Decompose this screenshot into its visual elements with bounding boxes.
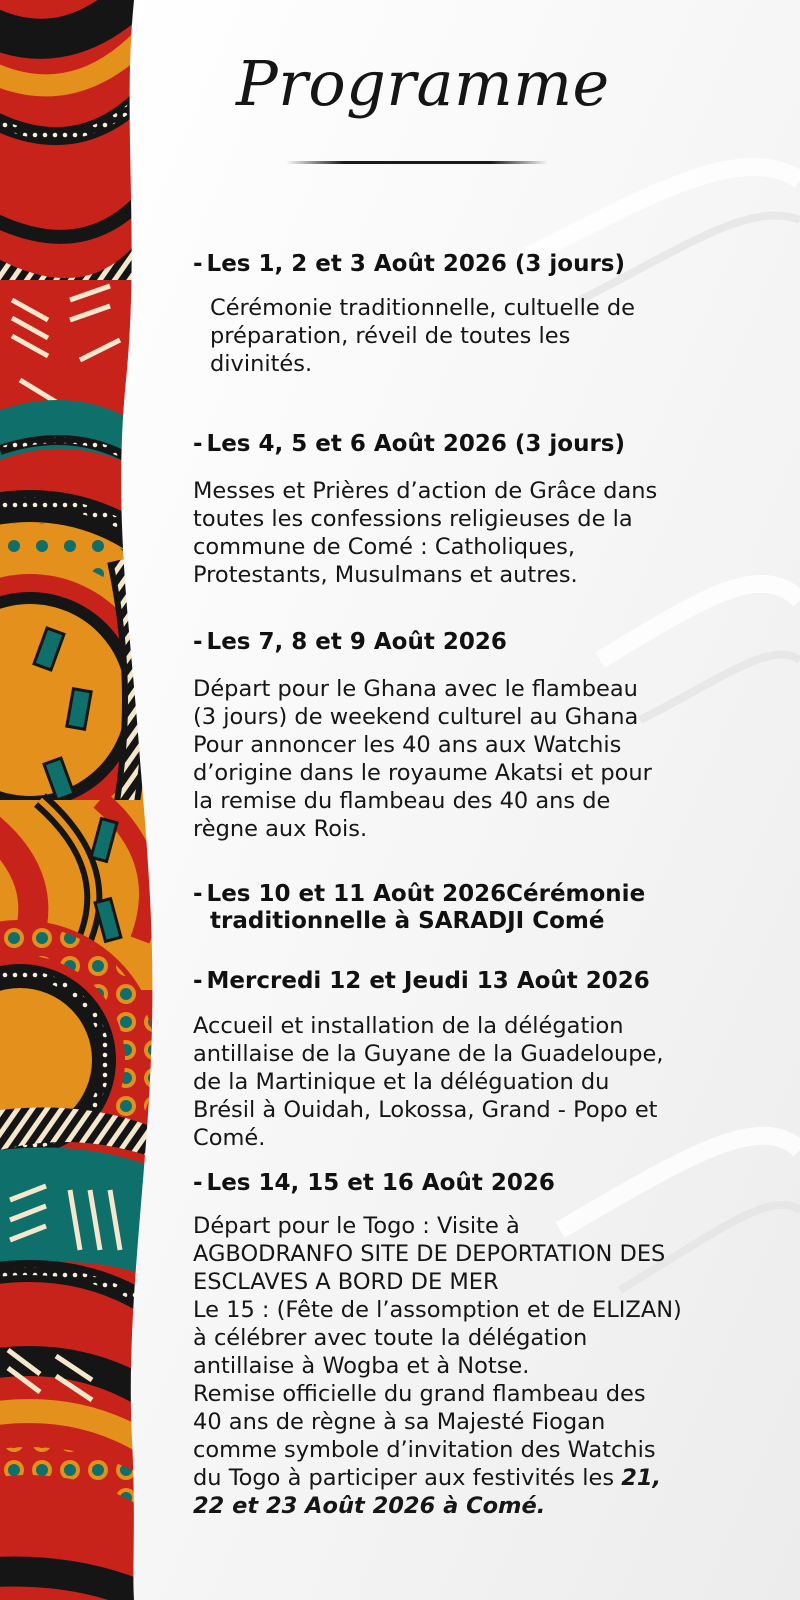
programme-item-6-text: Départ pour le Togo : Visite à AGBODRANFO SITE DE DEPORTATION DES ESCLAVES A BORD DE MER Le 15 : (Fête de l’assomption et de ELIZAN) à célébrer avec toute la délégation antillaise à Wogba et à Notse. Remise officielle du grand flambeau des 40 ans de règne à sa Majesté Fiogan comme symbole d’invitation des Watchis du Togo à participer aux festivités les	[193, 1213, 682, 1491]
programme-item-3-description: Départ pour le Ghana avec le flambeau (3 jours) de weekend culturel au Ghana Pour annoncer les 40 ans aux Watchis d’origine dans le royaume Akatsi et pour la remise du flambeau des 40 ans de règne aux Rois.	[193, 676, 652, 842]
programme-item-4-date: Les 10 et 11 Août 2026Cérémonie	[206, 881, 646, 907]
programme-item-2-heading	[193, 430, 625, 458]
programme-item-6-description	[193, 1212, 682, 1520]
programme-item-6-heading	[193, 1169, 555, 1197]
programme-item-3-date: Les 7, 8 et 9 Août 2026	[206, 629, 507, 655]
programme-item-5-description: Accueil et installation de la délégation antillaise de la Guyane de la Guadeloupe, de la Martinique et la déléguation du Brésil à Ouidah, Lokossa, Grand - Popo et Comé.	[193, 1013, 664, 1151]
programme-item-2-description: Messes et Prières d’action de Grâce dans toutes les confessions religieuses de la commune de Comé : Catholiques, Protestants, Musulmans et autres.	[193, 478, 658, 588]
programme-item-6-date: Les 14, 15 et 16 Août 2026	[206, 1170, 555, 1196]
programme-item-4-heading	[193, 880, 645, 908]
bullet-dash: -	[193, 881, 203, 907]
programme-item-5-date: Mercredi 12 et Jeudi 13 Août 2026	[206, 968, 650, 994]
programme-item-5-heading	[193, 967, 650, 995]
programme-item-1-date: Les 1, 2 et 3 Août 2026 (3 jours)	[206, 251, 625, 277]
programme-item-4-heading-continued: traditionnelle à SARADJI Comé	[210, 908, 605, 934]
bullet-dash: -	[193, 968, 203, 994]
programme-item-3-heading	[193, 628, 507, 656]
programme-item-1-heading	[193, 250, 625, 278]
bullet-dash: -	[193, 1170, 203, 1196]
page-title: Programme	[236, 47, 610, 120]
title-underline	[286, 161, 548, 164]
programme-item-2-date: Les 4, 5 et 6 Août 2026 (3 jours)	[206, 431, 625, 457]
programme-item-1-description: Cérémonie traditionnelle, cultuelle de préparation, réveil de toutes les divinités.	[210, 295, 636, 377]
bullet-dash: -	[193, 431, 203, 457]
programme-item-6-final-dates: 21, 22 et 23 Août 2026 à Comé.	[193, 1465, 662, 1519]
bullet-dash: -	[193, 629, 203, 655]
bullet-dash: -	[193, 251, 203, 277]
